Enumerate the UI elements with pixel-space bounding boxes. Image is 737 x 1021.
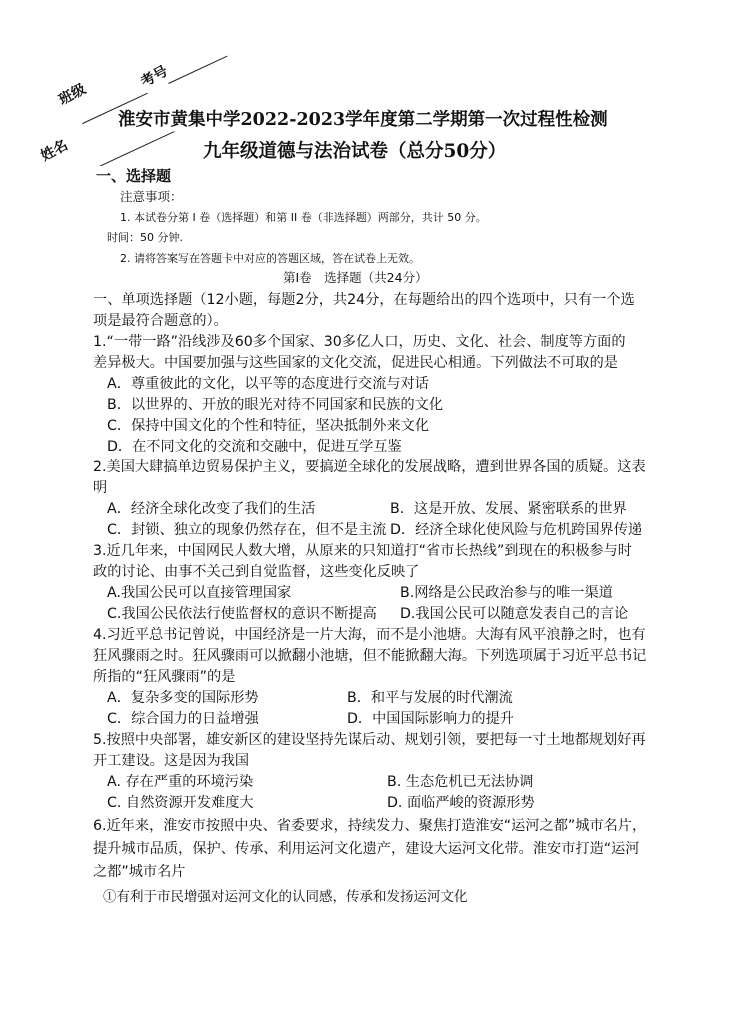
q5-stem-1: 5.按照中央部署，雄安新区的建设坚持先谋后动、规划引领，要把每一寸土地都规划好再: [93, 732, 646, 748]
part-title: 第Ⅰ卷 选择题（共24分）: [283, 270, 428, 285]
q4-stem-2: 狂风骤雨之时。狂风骤雨可以掀翻小池塘，但不能掀翻大海。下列选项属于习近平总书记: [93, 648, 647, 664]
q2-option-d: D．经济全球化使风险与危机跨国界传递: [390, 522, 643, 538]
q4-option-d: D．中国国际影响力的提升: [347, 711, 514, 727]
name-underline: [88, 132, 174, 166]
instructions-line-1: 一、单项选择题（12小题，每题2分，共24分，在每题给出的四个选项中，只有一个选: [93, 292, 635, 308]
q5-stem-2: 开工建设。这是因为我国: [93, 753, 250, 769]
q3-stem-2: 政的讨论、由事不关己到自觉监督，这些变化反映了: [93, 564, 420, 580]
q3-option-b: B.网络是公民政治参与的唯一渠道: [400, 585, 613, 601]
notes-line-3: 2. 请将答案写在答题卡中对应的答题区域，答在试卷上无效。: [120, 252, 420, 265]
q6-stem-3: 之都”城市名片: [93, 864, 186, 880]
q2-stem-1: 2.美国大肆搞单边贸易保护主义，要搞逆全球化的发展战略，遭到世界各国的质疑。这表: [93, 459, 646, 475]
class-label: 班级: [56, 81, 89, 109]
exam-title: 淮安市黄集中学2022-2023学年度第二学期第一次过程性检测: [118, 110, 608, 130]
q5-option-a: A. 存在严重的环境污染: [107, 774, 254, 790]
name-label: 姓名: [38, 137, 71, 165]
q2-stem-2: 明: [93, 480, 108, 496]
q6-item-1: ①有利于市民增强对运河文化的认同感，传承和发扬运河文化: [103, 889, 468, 905]
q3-option-c: C.我国公民依法行使监督权的意识不断提高: [107, 606, 377, 622]
q4-option-c: C．综合国力的日益增强: [107, 711, 259, 727]
q4-option-a: A．复杂多变的国际形势: [107, 690, 259, 706]
exam-no-label: 考号: [138, 63, 171, 91]
notes-line-1: 1. 本试卷分第 I 卷（选择题）和第 II 卷（非选择题）两部分，共计 50 分。: [120, 211, 487, 224]
exam-subtitle: 九年级道德与法治试卷（总分50分）: [203, 141, 507, 162]
q5-option-b: B. 生态危机已无法协调: [387, 774, 534, 790]
q5-option-c: C. 自然资源开发难度大: [107, 795, 254, 811]
q1-stem-2: 差异极大。中国要加强与这些国家的文化交流，促进民心相通。下列做法不可取的是: [93, 355, 618, 371]
section-heading: 一、选择题: [96, 167, 172, 185]
q3-option-d: D.我国公民可以随意发表自己的言论: [400, 606, 629, 622]
instructions-line-2: 项是最符合题意的）。: [93, 313, 228, 329]
q1-option-d: D．在不同文化的交流和交融中，促进互学互鉴: [107, 439, 402, 455]
q1-stem-1: 1.“一带一路”沿线涉及60多个国家、30多亿人口，历史、文化、社会、制度等方面的: [93, 334, 626, 350]
q2-option-a: A．经济全球化改变了我们的生活: [107, 501, 316, 517]
q5-option-d: D. 面临严峻的资源形势: [387, 795, 535, 811]
notes-line-2: 时间：50 分钟.: [107, 231, 183, 244]
q4-option-b: B．和平与发展的时代潮流: [347, 690, 513, 706]
q3-stem-1: 3.近几年来，中国网民人数大增，从原来的只知道打“省市长热线”到现在的积极参与时: [93, 543, 632, 559]
q4-stem-1: 4.习近平总书记曾说，中国经济是一片大海，而不是小池塘。大海有风平浪静之时，也有: [93, 627, 646, 643]
q4-stem-3: 所指的“狂风骤雨”的是: [93, 669, 236, 685]
q2-option-c: C．封锁、独立的现象仍然存在，但不是主流: [107, 522, 387, 538]
notes-heading: 注意事项：: [120, 189, 183, 204]
q1-option-b: B．以世界的、开放的眼光对待不同国家和民族的文化: [107, 397, 444, 413]
q6-stem-2: 提升城市品质，保护、传承、利用运河文化遗产，建设大运河文化带。淮安市打造“运河: [93, 841, 640, 857]
q2-option-b: B．这是开放、发展、紧密联系的世界: [390, 501, 627, 517]
q1-option-a: A．尊重彼此的文化，以平等的态度进行交流与对话: [107, 376, 429, 392]
q3-option-a: A.我国公民可以直接管理国家: [107, 585, 292, 601]
q6-stem-1: 6.近年来，淮安市按照中央、省委要求，持续发力、聚焦打造淮安“运河之都”城市名片，: [93, 818, 647, 834]
q1-option-c: C．保持中国文化的个性和特征，坚决抵制外来文化: [107, 418, 430, 434]
exam-no-underline: [168, 56, 227, 83]
